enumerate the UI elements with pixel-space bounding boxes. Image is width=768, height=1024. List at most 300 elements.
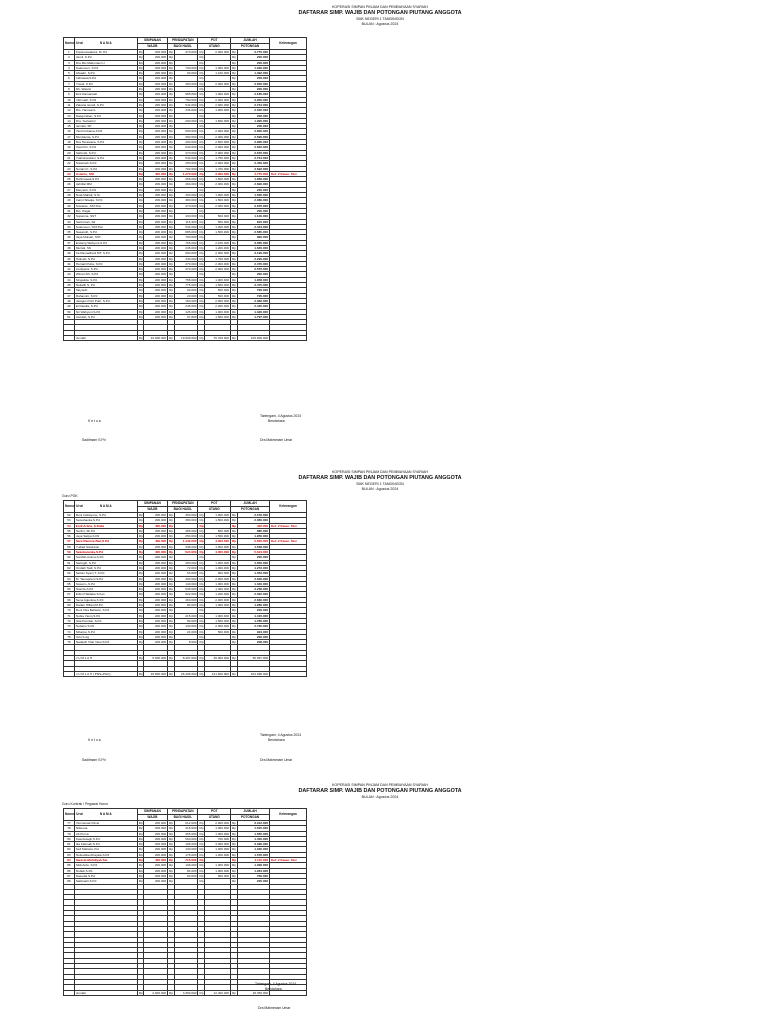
row-bagi-hasil: 345.000: [174, 108, 198, 113]
row-name: Sare Ramina Biet,S.Pd: [74, 539, 137, 544]
row-no: 67: [64, 592, 75, 597]
row-bagi-hasil: 470.000: [174, 203, 198, 208]
row-bagi-hasil: 470.000: [174, 150, 198, 155]
row-jumlah: 200.000: [237, 879, 270, 884]
row-no: 70: [64, 608, 75, 613]
row-bagi-hasil: 760.000: [174, 235, 198, 240]
page-2: [60, 470, 700, 760]
row-jumlah: 1.797.000: [237, 314, 270, 319]
currency-label: Rp: [199, 309, 204, 314]
currency-label: Rp: [169, 92, 174, 97]
row-no: 35: [64, 230, 75, 235]
currency-label: Rp: [138, 309, 143, 314]
currency-label: Rp: [232, 224, 236, 229]
row-wajib: 200.000: [144, 124, 168, 129]
currency-label: Rp: [138, 671, 143, 676]
currency-label: Rp: [232, 65, 236, 70]
row-jumlah: 1.330.000: [237, 847, 270, 852]
row-utang: 1.500.000: [204, 618, 230, 623]
currency-label: Rp: [138, 108, 143, 113]
currency-label: Rp: [232, 608, 236, 613]
month-label: BULAN : Agustus 2024: [361, 486, 399, 491]
currency-label: Rp: [169, 76, 174, 81]
bendahara-name: Dra Makmmam Umar: [260, 758, 293, 762]
row-no: 36: [64, 235, 75, 240]
row-name: Juhi S.Ag: [74, 634, 137, 639]
currency-label: Rp: [232, 836, 236, 841]
bendahara-label: Bendahara: [268, 419, 285, 423]
row-name: Jamiati, SP: [74, 124, 137, 129]
row-wajib: 200.000: [144, 597, 168, 602]
row-bagi-hasil: 215.000: [174, 613, 198, 618]
total-row: [64, 671, 307, 676]
blank-cell: [64, 990, 75, 995]
row-name: Inarni Sitaqia, S.Pd: [74, 198, 137, 203]
row-jumlah: 1.280.000: [237, 603, 270, 608]
currency-label: Rp: [169, 597, 174, 602]
row-jumlah: 2.590.000: [237, 134, 270, 139]
currency-label: Rp: [138, 187, 143, 192]
row-jumlah: 1.340.000: [237, 581, 270, 586]
currency-label: Rp: [199, 187, 204, 192]
currency-label: Rp: [199, 166, 204, 171]
row-jumlah: 1.400.000: [237, 836, 270, 841]
row-bagi-hasil: 348.000: [174, 544, 198, 549]
row-no: 73: [64, 624, 75, 629]
org-name: KOPERASI SIMPAN PINJAM DAN PEMBIAYAAN SYARIAH: [332, 5, 428, 9]
currency-label: Rp: [199, 293, 204, 298]
row-jumlah: 2.600.000: [237, 576, 270, 581]
currency-label: Rp: [232, 513, 236, 517]
currency-label: Rp: [138, 97, 143, 102]
currency-label: Rp: [232, 272, 236, 277]
currency-label: Rp: [232, 208, 236, 213]
row-name: Nufadi,S.Pd: [74, 868, 137, 873]
col-no: Nomor Urut: [64, 809, 75, 821]
row-name: Erni Damarwati: [74, 92, 137, 97]
currency-label: Rp: [232, 187, 236, 192]
currency-label: Rp: [232, 314, 236, 319]
row-name: Sabiinarti,S.Pd: [74, 879, 137, 884]
blank-cell: [64, 671, 75, 676]
row-bagi-hasil: 730.000: [174, 65, 198, 70]
currency-label: Rp: [169, 256, 174, 261]
row-name: Jamil, S.Pd: [74, 55, 137, 60]
row-wajib: 200.000: [144, 618, 168, 623]
row-utang: 1.500.000: [204, 518, 230, 523]
row-no: 88: [64, 879, 75, 884]
row-wajib: 200.000: [144, 219, 168, 224]
row-utang: 1.200.000: [204, 224, 230, 229]
currency-label: Rp: [199, 863, 204, 868]
ketua-name: Saditmam S.Pd: [82, 438, 106, 442]
col-pot: POT: [198, 38, 231, 44]
row-wajib: 200.000: [144, 528, 168, 533]
row-name: Sarinimari, Sd: [74, 219, 137, 224]
bendahara-label: Bendahara: [265, 987, 282, 991]
currency-label: Rp: [169, 288, 174, 293]
row-name: Hidnaih, S.Pd: [74, 256, 137, 261]
currency-label: Rp: [169, 826, 174, 831]
currency-label: Rp: [138, 60, 143, 65]
currency-label: Rp: [232, 831, 236, 836]
row-wajib: 400.000: [144, 550, 168, 555]
page-1-header: [60, 5, 700, 27]
currency-label: Rp: [169, 113, 174, 118]
currency-label: Rp: [138, 852, 143, 857]
row-wajib: 200.000: [144, 560, 168, 565]
currency-label: Rp: [232, 550, 237, 555]
currency-label: Rp: [138, 518, 143, 523]
row-no: 27: [64, 187, 75, 192]
currency-label: Rp: [199, 50, 204, 54]
row-no: 5: [64, 71, 75, 76]
row-wajib: 200.000: [144, 102, 168, 107]
row-bagi-hasil: 638.000: [174, 587, 198, 592]
row-utang: 2.000.000: [204, 624, 230, 629]
currency-label: Rp: [199, 555, 204, 560]
col-bagi-hasil: BAGI HASIL: [168, 507, 198, 513]
row-no: 51: [64, 314, 75, 319]
row-wajib: 200.000: [144, 309, 168, 314]
row-wajib: 200.000: [144, 555, 168, 560]
row-jumlah: 208.000: [237, 640, 270, 645]
currency-label: Rp: [169, 821, 174, 825]
row-bagi-hasil: 97.800: [174, 314, 198, 319]
row-wajib: 200.000: [144, 65, 168, 70]
row-utang: 2.000.000: [204, 145, 230, 150]
currency-label: Rp: [199, 177, 204, 182]
currency-label: Rp: [232, 251, 236, 256]
currency-label: Rp: [199, 298, 204, 303]
row-utang: 2.000.000: [204, 597, 230, 602]
currency-label: Rp: [199, 267, 204, 272]
currency-label: Rp: [232, 868, 236, 873]
currency-label: Rp: [199, 858, 204, 863]
row-jumlah: 3.190.000: [237, 251, 270, 256]
currency-label: Rp: [199, 182, 204, 187]
row-jumlah: 200.000: [237, 608, 270, 613]
row-jumlah: 1.950.000: [237, 534, 270, 539]
currency-label: Rp: [138, 831, 143, 836]
row-utang: 2.000.000: [204, 150, 230, 155]
row-wajib: 200.000: [144, 50, 168, 55]
row-wajib: 200.000: [144, 76, 168, 81]
currency-label: Rp: [169, 293, 174, 298]
currency-label: Rp: [169, 298, 174, 303]
row-name: Slidi Anfa, S.Pd: [74, 863, 137, 868]
row-jumlah: 5.840.000: [237, 539, 270, 544]
currency-label: Rp: [138, 267, 143, 272]
row-utang: 2.000.000: [204, 203, 230, 208]
currency-label: Rp: [138, 314, 143, 319]
currency-label: Rp: [169, 219, 174, 224]
currency-label: Rp: [199, 879, 204, 884]
currency-label: Rp: [232, 293, 236, 298]
row-wajib: 200.000: [144, 55, 168, 60]
row-bagi-hasil: 765.000: [174, 240, 198, 245]
currency-label: Rp: [169, 283, 174, 288]
row-jumlah: 2.444.000: [237, 224, 270, 229]
row-bagi-hasil: 258.000: [174, 177, 198, 182]
currency-label: Rp: [199, 852, 204, 857]
row-wajib: 200.000: [144, 214, 168, 219]
row-bagi-hasil: 600.000: [174, 129, 198, 134]
row-no: 79: [64, 831, 75, 836]
row-jumlah: 2.150.000: [237, 513, 270, 518]
row-jumlah: 2.650.000: [237, 81, 270, 86]
row-jumlah: 200.000: [237, 634, 270, 639]
row-wajib: 200.000: [144, 603, 168, 608]
row-no: 46: [64, 288, 75, 293]
total-wajib: 5.600.000: [144, 656, 168, 661]
currency-label: Rp: [232, 113, 236, 118]
total-jumlah: 50.997.000: [237, 656, 270, 661]
currency-label: Rp: [232, 129, 236, 134]
row-no: 41: [64, 261, 75, 266]
row-bagi-hasil: 8.000: [174, 640, 198, 645]
row-no: 15: [64, 124, 75, 129]
currency-label: Rp: [169, 671, 174, 676]
currency-label: Rp: [199, 592, 204, 597]
row-bagi-hasil: 160.000: [174, 298, 198, 303]
row-bagi-hasil: 544.000: [174, 155, 198, 160]
currency-label: Rp: [199, 304, 204, 309]
currency-label: Rp: [232, 145, 236, 150]
currency-label: Rp: [169, 71, 174, 76]
row-jumlah: 400.000: [237, 523, 270, 528]
row-no: 32: [64, 214, 75, 219]
currency-label: Rp: [199, 842, 204, 847]
row-utang: 1.500.000: [204, 230, 230, 235]
row-wajib: 200.000: [144, 293, 168, 298]
col-simpanan: SIMPANAN: [137, 38, 167, 44]
row-name: Singaiida, S.Pd: [74, 277, 137, 282]
row-jumlah: 2.744.000: [237, 102, 270, 107]
row-jumlah: 1.576.000: [237, 852, 270, 857]
currency-label: Rp: [169, 523, 174, 528]
currency-label: Rp: [169, 81, 174, 86]
row-wajib: 200.000: [144, 134, 168, 139]
row-jumlah: 2.475.000: [237, 283, 270, 288]
row-utang: 1.000.000: [204, 581, 230, 586]
row-wajib: 200.000: [144, 314, 168, 319]
currency-label: Rp: [169, 565, 174, 570]
row-name: Jaya Mulsari, SST: [74, 235, 137, 240]
currency-label: Rp: [199, 150, 204, 155]
row-utang: 1.500.000: [204, 118, 230, 123]
row-name: Sekobaranka,S.Pd: [74, 550, 137, 555]
currency-label: Rp: [138, 608, 143, 613]
currency-label: Rp: [232, 140, 236, 145]
currency-label: Rp: [199, 836, 204, 841]
row-bagi-hasil: 270.000: [174, 261, 198, 266]
row-bagi-hasil: 245.000: [174, 304, 198, 309]
row-jumlah: 1.650.000: [237, 560, 270, 565]
currency-label: Rp: [199, 214, 204, 219]
row-wajib: 200.000: [144, 177, 168, 182]
currency-label: Rp: [199, 518, 204, 523]
row-bagi-hasil: 1.440.000: [174, 539, 198, 544]
currency-label: Rp: [199, 608, 204, 613]
currency-label: Rp: [232, 618, 236, 623]
row-jumlah: 200.000: [237, 208, 270, 213]
currency-label: Rp: [138, 219, 143, 224]
currency-label: Rp: [232, 587, 236, 592]
currency-label: Rp: [199, 60, 204, 65]
row-jumlah: 2.238.000: [237, 587, 270, 592]
row-bagi-hasil: 250.000: [174, 534, 198, 539]
row-utang: 1.000.000: [204, 560, 230, 565]
row-wajib: 200.000: [144, 879, 168, 884]
currency-label: Rp: [169, 166, 174, 171]
total-jumlah: 18.359.000: [237, 990, 270, 995]
currency-label: Rp: [199, 826, 204, 831]
row-no: 64: [64, 576, 75, 581]
currency-label: Rp: [232, 92, 236, 97]
currency-label: Rp: [199, 565, 204, 570]
currency-label: Rp: [138, 613, 143, 618]
row-name: Suaimoen, SST.Par: [74, 224, 137, 229]
currency-label: Rp: [232, 873, 236, 878]
currency-label: Rp: [169, 847, 174, 852]
currency-label: Rp: [169, 145, 174, 150]
row-bagi-hasil: 500.000: [174, 836, 198, 841]
currency-label: Rp: [169, 193, 174, 198]
currency-label: Rp: [232, 842, 236, 847]
row-bagi-hasil: 450.000: [174, 513, 198, 518]
row-bagi-hasil: 196.000: [174, 842, 198, 847]
row-bagi-hasil: 885.000: [174, 230, 198, 235]
currency-label: Rp: [138, 182, 143, 187]
row-name: Isita Pembai, S.Pd: [74, 618, 137, 623]
row-wajib: 200.000: [144, 251, 168, 256]
row-name: Sunifah Anima,S.Pd: [74, 555, 137, 560]
row-name: Jaya Saliya,S.Pd: [74, 534, 137, 539]
row-name: Yahmadi, S.Pd: [74, 97, 137, 102]
col-potongan: POTONGAN: [231, 815, 270, 821]
row-wajib: 200.000: [144, 576, 168, 581]
members-table-2: [63, 500, 307, 677]
currency-label: Rp: [169, 539, 174, 544]
row-bagi-hasil: 290.000: [174, 140, 198, 145]
row-wajib: 200.000: [144, 821, 168, 826]
row-wajib: 200.000: [144, 304, 168, 309]
total-wajib: 2.600.000: [144, 990, 168, 995]
sign-date: Tabengam, 4 Agustus 2024: [260, 414, 302, 418]
row-no: 16: [64, 129, 75, 134]
row-bagi-hasil: 176.000: [174, 852, 198, 857]
row-no: 11: [64, 102, 75, 107]
currency-label: Rp: [169, 198, 174, 203]
currency-label: Rp: [169, 555, 174, 560]
row-no: 56: [64, 534, 75, 539]
row-jumlah: 2.450.000: [237, 161, 270, 166]
currency-label: Rp: [138, 251, 143, 256]
currency-label: Rp: [199, 336, 204, 341]
row-utang: 500.000: [204, 873, 230, 878]
sign-date: Tabengam, 4 Agustus 2024: [255, 982, 297, 986]
row-jumlah: 1.500.000: [237, 193, 270, 198]
currency-label: Rp: [199, 314, 204, 319]
col-keterangan: Keterangan: [270, 809, 307, 821]
sign-date: Tabengam, 4 Agustus 2024: [260, 733, 302, 737]
row-wajib: 400.000: [144, 171, 168, 176]
currency-label: Rp: [232, 576, 236, 581]
row-no: 77: [64, 821, 75, 826]
currency-label: Rp: [138, 140, 143, 145]
row-bagi-hasil: 90.000: [174, 71, 198, 76]
currency-label: Rp: [232, 219, 236, 224]
row-utang: 1.000.000: [204, 544, 230, 549]
month-label: BULAN : Agustus 2024: [361, 21, 399, 26]
row-name: Rahamini, S.Pd: [74, 293, 137, 298]
currency-label: Rp: [169, 836, 174, 841]
row-utang: 1.000.000: [204, 513, 230, 518]
currency-label: Rp: [199, 224, 204, 229]
row-jumlah: 200.000: [237, 124, 270, 129]
currency-label: Rp: [199, 618, 204, 623]
currency-label: Rp: [232, 990, 236, 995]
row-name: Murdiantia, S.Pd: [74, 134, 137, 139]
row-utang: 1.500.000: [204, 177, 230, 182]
currency-label: Rp: [138, 124, 143, 129]
currency-label: Rp: [199, 656, 204, 661]
school-name: SMK NEGERI 1 TANDINGON: [356, 16, 404, 21]
currency-label: Rp: [138, 235, 143, 240]
currency-label: Rp: [199, 108, 204, 113]
row-jumlah: 1.565.000: [237, 831, 270, 836]
row-name: Sariugih, S.Pd: [74, 560, 137, 565]
currency-label: Rp: [169, 528, 174, 533]
row-wajib: 200.000: [144, 581, 168, 586]
currency-label: Rp: [138, 821, 143, 825]
currency-label: Rp: [199, 272, 204, 277]
total-label: Jumlah: [74, 336, 137, 341]
total-bagi-hasil: 8.497.000: [174, 656, 198, 661]
row-name: Erlimi Halitaka S.Kes: [74, 592, 137, 597]
currency-label: Rp: [138, 560, 143, 565]
currency-label: Rp: [138, 528, 143, 533]
row-jumlah: 1.130.000: [237, 214, 270, 219]
currency-label: Rp: [199, 140, 204, 145]
page-1: [60, 5, 700, 445]
month-label: BULAN : Agustus 2024: [361, 794, 399, 799]
row-bagi-hasil: 200.000: [174, 118, 198, 123]
row-jumlah: 2.690.000: [237, 182, 270, 187]
currency-label: Rp: [232, 863, 236, 868]
currency-label: Rp: [232, 879, 236, 884]
row-name: Neilatih S, Pd: [74, 283, 137, 288]
row-wajib: 200.000: [144, 608, 168, 613]
row-wajib: 200.000: [144, 267, 168, 272]
row-no: 66: [64, 587, 75, 592]
row-wajib: 200.000: [144, 613, 168, 618]
currency-label: Rp: [138, 581, 143, 586]
row-jumlah: 1.780.000: [237, 618, 270, 623]
doc-title: DAFTARAR SIMP. WAJIB DAN POTONGAN PIUTANG ANGGOTA: [298, 788, 462, 794]
row-utang: 4.000.000: [204, 539, 230, 544]
currency-label: Rp: [199, 261, 204, 266]
currency-label: Rp: [199, 251, 204, 256]
currency-label: Rp: [169, 634, 174, 639]
currency-label: Rp: [169, 55, 174, 60]
row-no: 28: [64, 193, 75, 198]
row-name: Irwa Fitri, S.Pd: [74, 145, 137, 150]
currency-label: Rp: [138, 624, 143, 629]
row-wajib: 200.000: [144, 118, 168, 123]
currency-label: Rp: [138, 618, 143, 623]
